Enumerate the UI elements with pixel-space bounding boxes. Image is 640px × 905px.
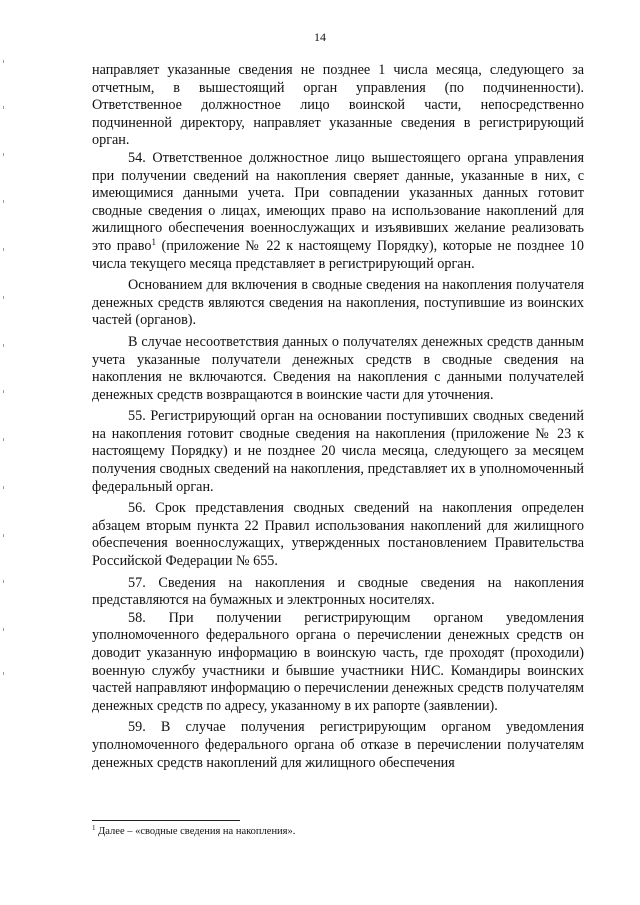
paragraph-54-text-b: (приложение № 22 к настоящему Порядку), которые не позднее 10 числа текущего месяца представляет в регистрирующий орган. xyxy=(92,237,584,272)
paragraph-57: 57. Сведения на накопления и сводные сведения на накопления представляются на бумажных и электронных носителях. xyxy=(92,574,584,609)
footnote-text: Далее – «сводные сведения на накопления». xyxy=(95,826,296,837)
paragraph-54-basis: Основанием для включения в сводные сведения на накопления получателя денежных средств являются сведения на накопления, поступившие из воинских частей (органов). xyxy=(92,277,584,329)
paragraph-58: 58. При получении регистрирующим органом уведомления уполномоченного федерального органа о перечислении денежных средств он доводит указанную информацию в воинскую часть, где проходят (проходили) военную службу участники и бывшие участники НИС. Командиры воинских частей направляют информацию о перечислении денежных средств получателям денежных средств по адресу, указанному в их рапорте (заявлении). xyxy=(92,609,584,714)
paragraph-continuation: направляет указанные сведения не позднее 1 числа месяца, следующего за отчетным, в вышестоящий орган управления (по подчиненности). Ответственное должностное лицо воинской части, непосредственно подчиненной директору, направляет указанные сведения в регистрирующий орган. xyxy=(92,62,584,149)
footnote-divider xyxy=(92,820,240,821)
binding-margin-marks xyxy=(3,60,7,680)
paragraph-54-text-a: 54. Ответственное должностное лицо вышестоящего органа управления при получении сведений на накопления сверяет данные, указанные в них, с имеющимися данными учета. При совпадении указанных данных готовит сводные сведения о лицах, имеющих право на использование накоплений для жилищного обеспечения военнослужащих и изъявивших желание реализовать это право xyxy=(92,149,584,254)
document-body xyxy=(92,62,584,772)
paragraph-54 xyxy=(92,150,584,273)
paragraph-56: 56. Срок представления сводных сведений на накопления определен абзацем вторым пункта 22 Правил использования накоплений для жилищного обеспечения военнослужащих, утвержденных постановлением Правительства Российской Федерации № 655. xyxy=(92,500,584,570)
footnote-reference: 1 xyxy=(151,236,156,247)
paragraph-59: 59. В случае получения регистрирующим органом уведомления уполномоченного федерального органа об отказе в перечислении получателям денежных средств накоплений для жилищного обеспечения xyxy=(92,719,584,771)
paragraph-54-mismatch: В случае несоответствия данных о получателях денежных средств данным учета указанные получатели денежных средств в сводные сведения на накопления не включаются. Сведения на накопления с данными получателей денежных средств возвращаются в воинские части для уточнения. xyxy=(92,333,584,403)
footnote-marker: 1 xyxy=(92,824,96,832)
paragraph-55: 55. Регистрирующий орган на основании поступивших сводных сведений на накопления готовит сводные сведения на накопления (приложение № 23 к настоящему Порядку) и не позднее 20 числа месяца, следующего за месяцем получения сводных сведений на накопления, представляет их в уполномоченный федеральный орган. xyxy=(92,408,584,495)
page-number: 14 xyxy=(314,30,326,44)
footnote xyxy=(92,825,584,838)
